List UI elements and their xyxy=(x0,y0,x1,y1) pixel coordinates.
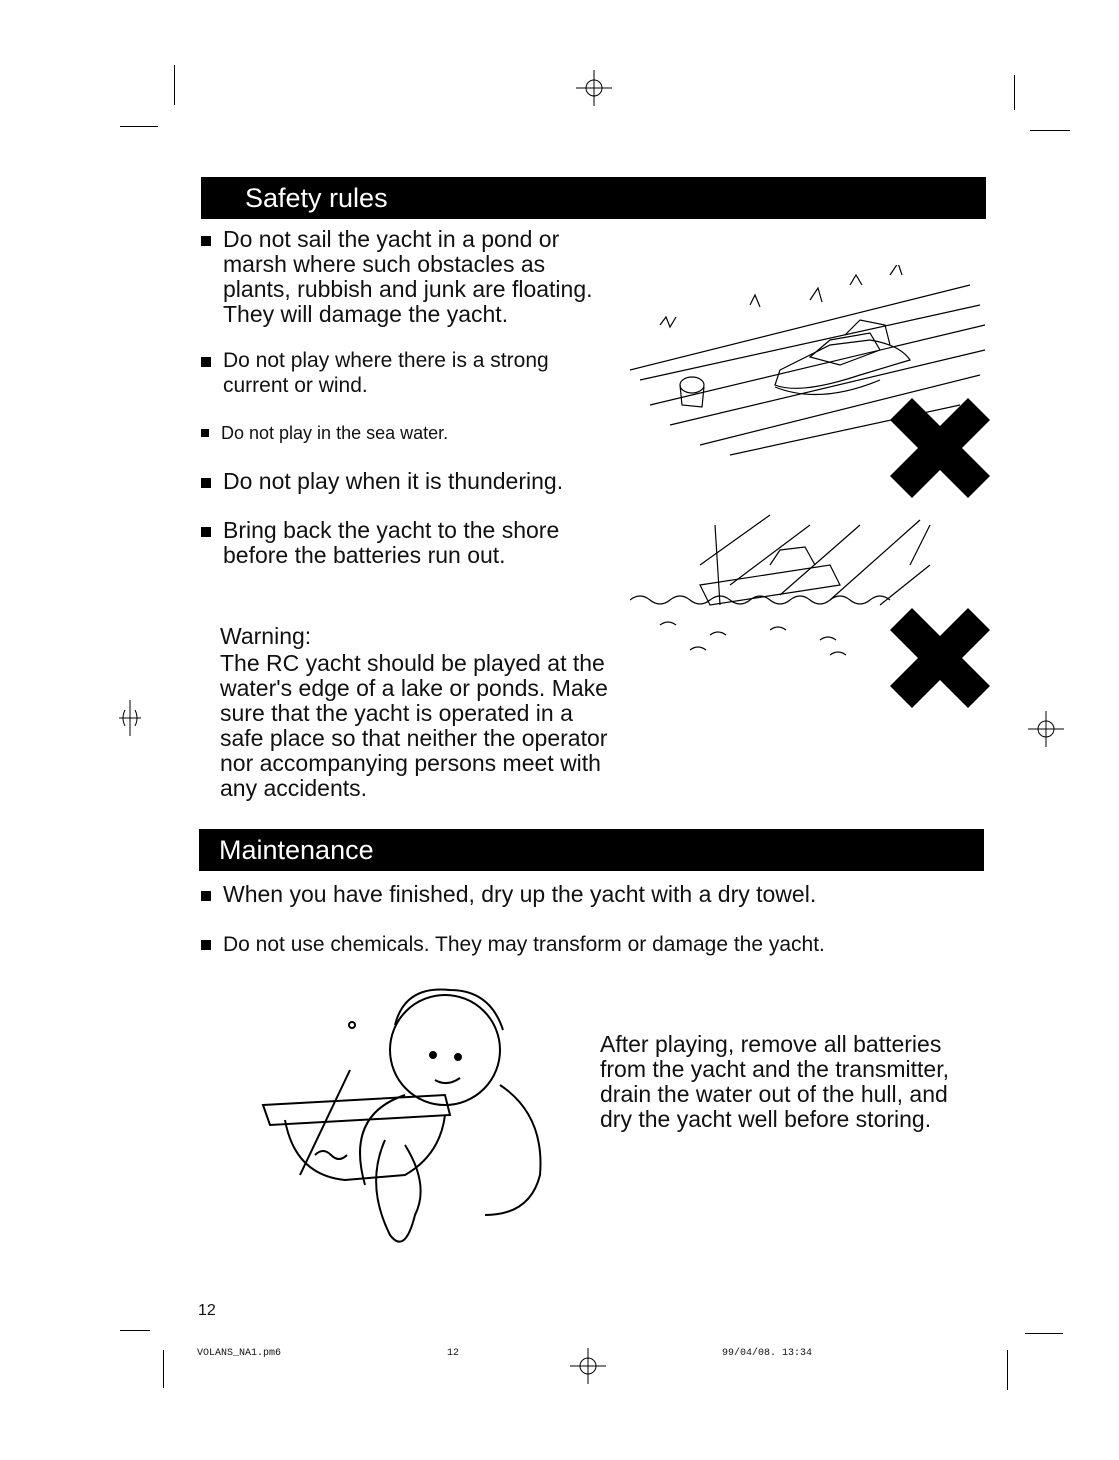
bullet-square-icon xyxy=(201,429,209,437)
maintenance-title: Maintenance xyxy=(219,834,374,865)
registration-mark-right xyxy=(1028,711,1064,747)
footer-timestamp: 99/04/08. 13:34 xyxy=(722,1348,813,1359)
storage-note xyxy=(600,1032,980,1132)
bullet-square-icon xyxy=(201,527,211,537)
maintenance-text: When you have finished, dry up the yacht with a dry towel. xyxy=(223,881,817,907)
maintenance-item xyxy=(201,882,1001,907)
warning-body: The RC yacht should be played at the water's edge of a lake or ponds. Make sure that the yacht is operated in a safe place so that neither the operator nor accompanying persons meet with any accidents. xyxy=(220,650,608,801)
safety-rule-item xyxy=(201,227,601,327)
maintenance-header xyxy=(199,829,984,871)
footer-page: 12 xyxy=(447,1348,460,1359)
registration-mark-left xyxy=(115,700,145,736)
crop-line xyxy=(174,65,175,105)
warning-heading: Warning: xyxy=(220,623,312,649)
bullet-square-icon xyxy=(201,478,211,488)
safety-rule-text: Bring back the yacht to the shore before the batteries run out. xyxy=(223,517,560,568)
safety-rule-text: Do not sail the yacht in a pond or marsh where such obstacles as plants, rubbish and junk are floating. They will damage the yacht. xyxy=(223,226,593,327)
safety-rule-item xyxy=(201,421,601,445)
bullet-square-icon xyxy=(201,357,211,367)
cross-icon xyxy=(890,398,990,498)
page-number: 12 xyxy=(198,1302,216,1319)
crop-line xyxy=(120,126,158,127)
crop-line xyxy=(163,1350,164,1388)
safety-rule-text: Do not play when it is thundering. xyxy=(223,468,564,494)
bullet-square-icon xyxy=(201,940,211,950)
warning-block xyxy=(220,624,620,801)
maintenance-item xyxy=(201,932,1001,957)
footer-filename: VOLANS_NA1.pm6 xyxy=(197,1348,282,1359)
bullet-square-icon xyxy=(201,236,211,246)
maintenance-text: Do not use chemicals. They may transform or damage the yacht. xyxy=(223,933,825,956)
registration-mark-bottom xyxy=(570,1348,606,1384)
safety-rule-item xyxy=(201,469,601,494)
safety-rule-text: Do not play in the sea water. xyxy=(221,423,449,443)
safety-rules-header xyxy=(201,177,986,219)
registration-mark-top xyxy=(576,70,612,106)
crop-line xyxy=(120,1330,150,1331)
yacht-rough-water-illustration xyxy=(630,505,990,710)
safety-rules-title: Safety rules xyxy=(245,182,388,213)
safety-rule-item xyxy=(201,348,601,398)
cross-icon xyxy=(890,608,990,708)
crop-line xyxy=(1007,1350,1008,1390)
safety-rule-item xyxy=(201,518,601,568)
crop-line xyxy=(1014,75,1015,110)
crop-line xyxy=(1030,130,1070,131)
yacht-obstacles-illustration xyxy=(630,265,990,500)
bullet-square-icon xyxy=(201,891,211,901)
crop-line xyxy=(1025,1333,1063,1334)
storage-note-text: After playing, remove all batteries from the yacht and the transmitter, drain the water out of the hull, and dry the yacht well before storing. xyxy=(600,1031,949,1132)
child-drying-yacht-illustration xyxy=(255,975,555,1265)
safety-rule-text: Do not play where there is a strong current or wind. xyxy=(223,349,549,397)
